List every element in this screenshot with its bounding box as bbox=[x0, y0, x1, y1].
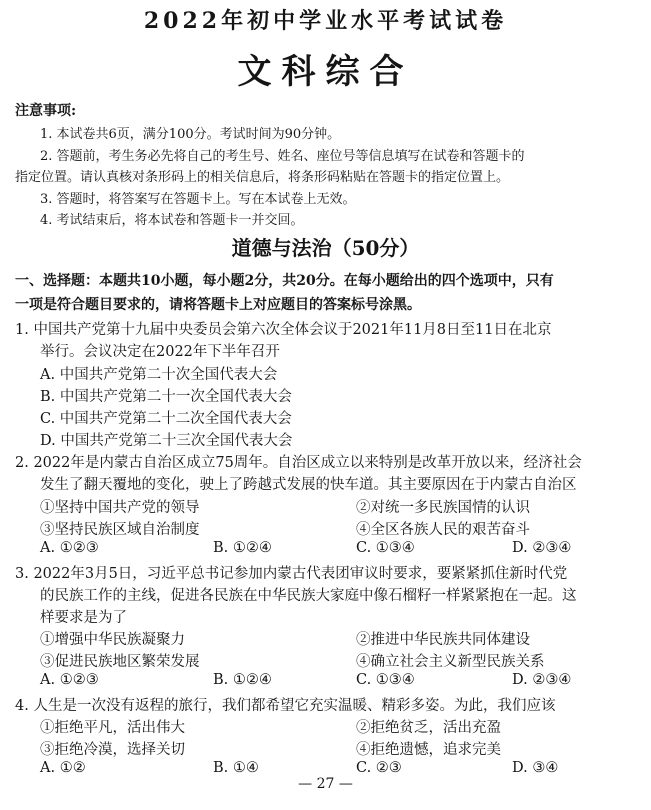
page-number: — 27 — bbox=[298, 776, 353, 792]
item-2: ②对统一多民族国情的认识 bbox=[356, 500, 530, 516]
item-3: ③拒绝冷漠，选择关切 bbox=[40, 742, 185, 758]
question-stem: 举行。会议决定在2022年下半年召开 bbox=[40, 344, 280, 360]
answer-a: A. ①②③ bbox=[40, 540, 99, 556]
question-stem: 的民族工作的主线，促进各民族在中华民族大家庭中像石榴籽一样紧紧抱在一起。这 bbox=[40, 588, 577, 604]
answer-d: D. ②③④ bbox=[512, 672, 572, 688]
item-3: ③坚持民族区域自治制度 bbox=[40, 522, 200, 538]
question-stem: 4. 人生是一次没有返程的旅行，我们都希望它充实温暖、精彩多姿。为此，我们应该 bbox=[15, 698, 556, 714]
item-3: ③促进民族地区繁荣发展 bbox=[40, 654, 200, 670]
section-title: 道德与法治（50分） bbox=[231, 236, 420, 260]
instruction-line: 一项是符合题目要求的，请将答题卡上对应题目的答案标号涂黑。 bbox=[15, 297, 421, 313]
question-stem: 样要求是为了 bbox=[40, 610, 127, 626]
question-stem: 发生了翻天覆地的变化，驶上了跨越式发展的快车道。其主要原因在于内蒙古自治区 bbox=[40, 477, 577, 493]
item-2: ②推进中华民族共同体建设 bbox=[356, 632, 530, 648]
answer-b: B. ①②④ bbox=[213, 540, 272, 556]
notice-heading: 注意事项: bbox=[15, 103, 77, 119]
item-1: ①坚持中国共产党的领导 bbox=[40, 500, 200, 516]
answer-b: B. ①④ bbox=[213, 760, 259, 776]
item-4: ④全区各族人民的艰苦奋斗 bbox=[356, 522, 530, 538]
question-stem: 1. 中国共产党第十九届中央委员会第六次全体会议于2021年11月8日至11日在北京 bbox=[15, 322, 552, 338]
instruction-line: 一、选择题：本题共10小题，每小题2分，共20分。在每小题给出的四个选项中，只有 bbox=[15, 273, 554, 289]
question-stem: 2. 2022年是内蒙古自治区成立75周年。自治区成立以来特别是改革开放以来，经济社会 bbox=[15, 455, 582, 471]
item-4: ④拒绝遗憾，追求完美 bbox=[356, 742, 501, 758]
item-1: ①增强中华民族凝聚力 bbox=[40, 632, 185, 648]
choice-b: B. 中国共产党第二十一次全国代表大会 bbox=[40, 389, 292, 405]
choice-d: D. 中国共产党第二十三次全国代表大会 bbox=[40, 433, 293, 449]
notice-line: 3. 答题时，将答案写在答题卡上。写在本试卷上无效。 bbox=[40, 192, 356, 207]
answer-c: C. ②③ bbox=[356, 760, 402, 776]
answer-d: D. ②③④ bbox=[512, 540, 572, 556]
item-1: ①拒绝平凡，活出伟大 bbox=[40, 720, 185, 736]
exam-title: 2022年初中学业水平考试试卷 bbox=[143, 8, 508, 34]
choice-c: C. 中国共产党第二十二次全国代表大会 bbox=[40, 411, 292, 427]
notice-line: 4. 考试结束后，将本试卷和答题卡一并交回。 bbox=[40, 213, 304, 228]
item-4: ④确立社会主义新型民族关系 bbox=[356, 654, 545, 670]
notice-line: 2. 答题前，考生务必先将自己的考生号、姓名、座位号等信息填写在试卷和答题卡的 bbox=[40, 149, 525, 164]
answer-c: C. ①③④ bbox=[356, 540, 415, 556]
subject-title: 文科综合 bbox=[237, 52, 414, 92]
notice-line: 指定位置。请认真核对条形码上的相关信息后，将条形码粘贴在答题卡的指定位置上。 bbox=[15, 170, 510, 185]
answer-a: A. ①②③ bbox=[40, 672, 99, 688]
answer-c: C. ①③④ bbox=[356, 672, 415, 688]
choice-a: A. 中国共产党第二十次全国代表大会 bbox=[40, 367, 278, 383]
notice-line: 1. 本试卷共6页，满分100分。考试时间为90分钟。 bbox=[40, 127, 341, 142]
question-stem: 3. 2022年3月5日，习近平总书记参加内蒙古代表团审议时要求，要紧紧抓住新时代党 bbox=[15, 566, 568, 582]
item-2: ②拒绝贫乏，活出充盈 bbox=[356, 720, 501, 736]
answer-d: D. ③④ bbox=[512, 760, 559, 776]
answer-b: B. ①②④ bbox=[213, 672, 272, 688]
answer-a: A. ①② bbox=[40, 760, 86, 776]
